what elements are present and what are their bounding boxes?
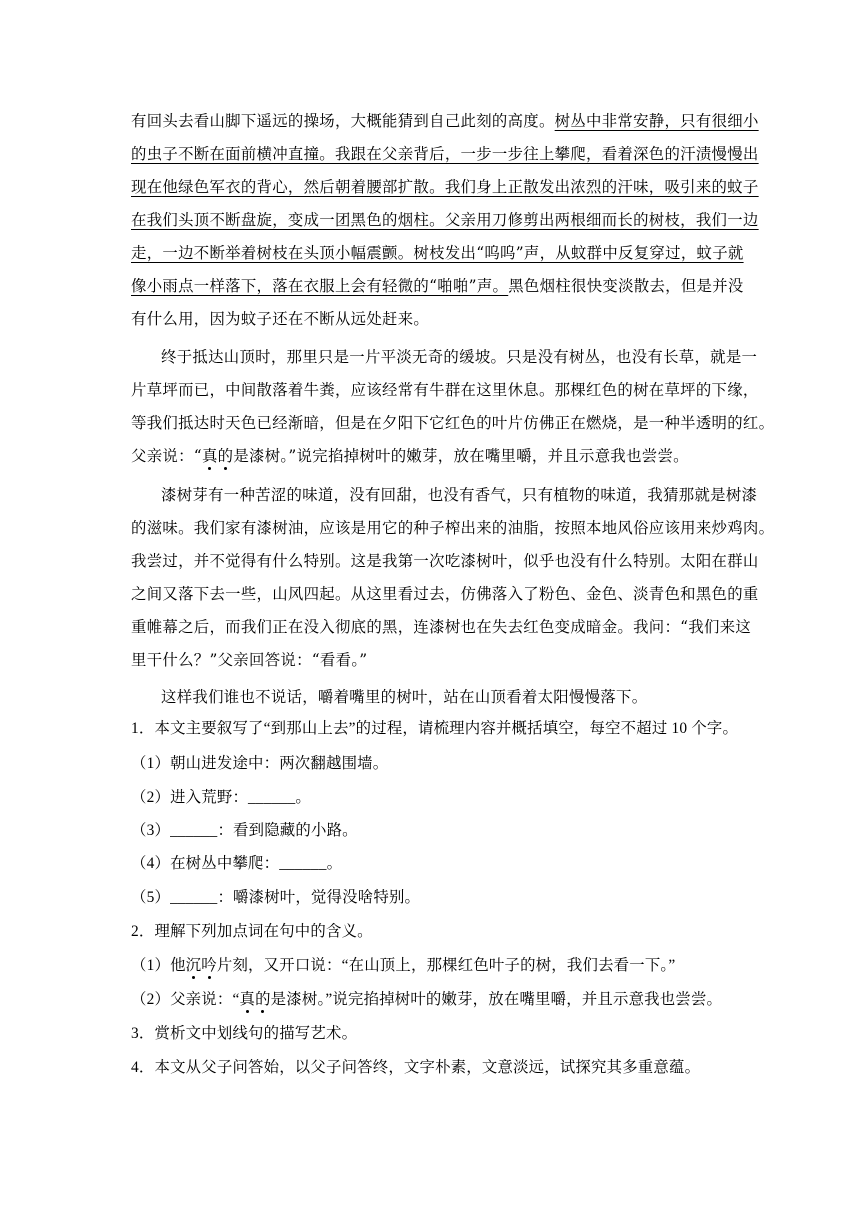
- emphasis-dotted-char: 沉: [185, 957, 202, 974]
- passage-line: 片草坪而已，中间散落着牛粪，应该经常有牛群在这里休息。那棵红色的树在草坪的下缘，: [131, 381, 759, 399]
- question-1-item: （3）______：看到隐藏的小路。: [131, 822, 358, 839]
- question-4: 4．本文从父子问答始，以父子问答终，文字朴素，文意淡远，试探究其多重意蕴。: [131, 1059, 701, 1076]
- question-2-item: [131, 956, 731, 976]
- passage-line: 这样我们谁也不说话，嚼着嘴里的树叶，站在山顶看着太阳慢慢落下。: [161, 688, 648, 706]
- underlined-sentence: 现在他绿色军衣的背心，然后朝着腰部扩散。我们身上正散发出浓烈的汗味，吸引来的蚊子: [131, 178, 759, 196]
- underlined-sentence: 走，一边不断举着树枝在头顶小幅震颤。树枝发出“呜呜”声，从蚊群中反复穿过，蚊子就: [131, 244, 744, 262]
- underlined-sentence: 树丛中非常安静，只有很细小: [554, 112, 759, 130]
- emphasis-dotted-char: 真: [201, 447, 218, 465]
- passage-text: 是漆树。”说完掐掉树叶的嫩芽，放在嘴里嚼，并且示意我也尝尝。: [233, 447, 689, 465]
- question-2-item: [131, 990, 731, 1010]
- underlined-sentence: 的虫子不断在面前横冲直撞。我跟在父亲背后，一步一步往上攀爬，看着深色的汗渍慢慢出: [131, 145, 759, 163]
- passage-line: 有什么用，因为蚊子还在不断从远处赶来。: [131, 310, 430, 328]
- question-1: 1．本文主要叙写了“到那山上去”的过程，请梳理内容并概括填空，每空不超过 10 个字。: [131, 720, 739, 737]
- passage-line: 终于抵达山顶时，那里只是一片平淡无奇的缓坡。只是没有树丛，也没有长草，就是一: [161, 348, 758, 366]
- passage-line: 我尝过，并不觉得有什么特别。这是我第一次吃漆树叶，似乎也没有什么特别。太阳在群山: [131, 552, 759, 570]
- question-2: 2．理解下列加点词在句中的含义。: [131, 923, 373, 940]
- passage-line: 里干什么？”父亲回答说：“看看。”: [131, 651, 368, 669]
- question-3: 3．赏析文中划线句的描写艺术。: [131, 1025, 358, 1042]
- question-text: 片刻，又开口说：“在山顶上，那棵红色叶子的树，我们去看一下。”: [216, 957, 676, 974]
- question-1-item: （5）______：嚼漆树叶，觉得没啥特别。: [131, 889, 421, 906]
- question-1-item: （1）朝山进发途中：两次翻越围墙。: [131, 755, 389, 772]
- question-1-item: （2）进入荒野：______。: [131, 789, 311, 806]
- passage-line: 漆树芽有一种苦涩的味道，没有回甜，也没有香气，只有植物的味道，我猜那就是树漆: [161, 486, 758, 504]
- passage-line: [131, 111, 759, 131]
- underlined-sentence: 在我们头顶不断盘旋，变成一团黑色的烟柱。父亲用刀修剪出两根细而长的树枝，我们一边: [131, 211, 759, 229]
- passage-line: [131, 446, 731, 466]
- underlined-sentence: 像小雨点一样落下，落在衣服上会有轻微的“啪啪”声。: [131, 277, 509, 295]
- passage-line: 之间又落下去一些，山风四起。从这里看过去，仿佛落入了粉色、金色、淡青色和黑色的重: [131, 585, 759, 603]
- question-text: 是漆树。”说完掐掉树叶的嫩芽，放在嘴里嚼，并且示意我也尝尝。: [270, 991, 723, 1008]
- passage-line: [131, 276, 744, 296]
- passage-text: 黑色烟柱很快变淡散去，但是并没: [508, 277, 744, 295]
- question-text: （1）他: [131, 957, 186, 974]
- emphasis-dotted-char: 真: [239, 991, 256, 1008]
- emphasis-dotted-char: 的: [255, 991, 271, 1008]
- passage-line: 重帷幕之后，而我们正在没入彻底的黑，连漆树也在失去红色变成暗金。我问：“我们来这: [131, 618, 752, 636]
- passage-text: 有回头去看山脚下遥远的操场，大概能猜到自己此刻的高度。: [131, 112, 555, 130]
- passage-line: 等我们抵达时天色已经渐暗，但是在夕阳下它红色的叶片仿佛正在燃烧，是一种半透明的红。: [131, 414, 775, 432]
- passage-line: 的滋味。我们家有漆树油，应该是用它的种子榨出来的油脂，按照本地风俗应该用来炒鸡肉。: [131, 519, 775, 537]
- question-text: （2）父亲说：“: [131, 991, 240, 1008]
- passage-text: 父亲说：“: [131, 447, 202, 465]
- question-1-item: （4）在树丛中攀爬：______。: [131, 855, 343, 872]
- emphasis-dotted-char: 吟: [201, 957, 217, 974]
- emphasis-dotted-char: 的: [217, 447, 234, 465]
